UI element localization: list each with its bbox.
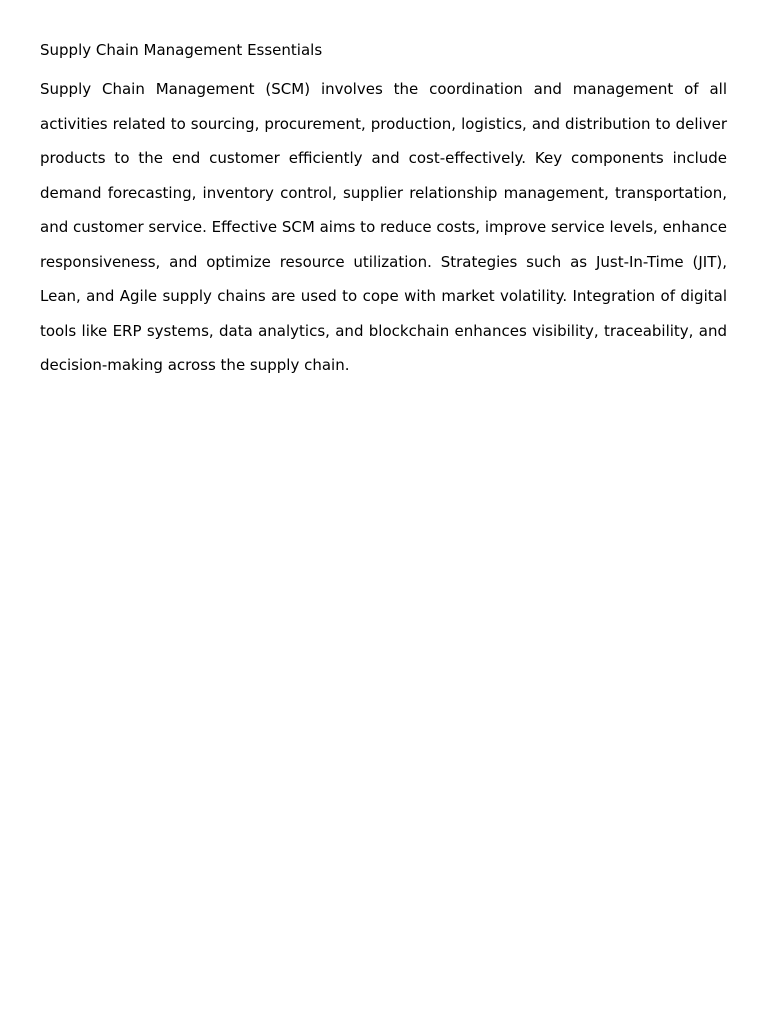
- document-body-paragraph: Supply Chain Management (SCM) involves the coordination and management of all activities related to sourcing, procurement, production, logistics, and distribution to deliver products to the end customer efficiently and cost-effectively. Key components include demand forecasting, inventory control, supplier relationship management, transportation, and customer service. Effective SCM aims to reduce costs, improve service levels, enhance responsiveness, and optimize resource utilization. Strategies such as Just-In-Time (JIT), Lean, and Agile supply chains are used to cope with market volatility. Integration of digital tools like ERP systems, data analytics, and blockchain enhances visibility, traceability, and decision-making across the supply chain.: [40, 80, 727, 374]
- document-page: [40, 39, 727, 383]
- document-title: Supply Chain Management Essentials: [40, 41, 323, 59]
